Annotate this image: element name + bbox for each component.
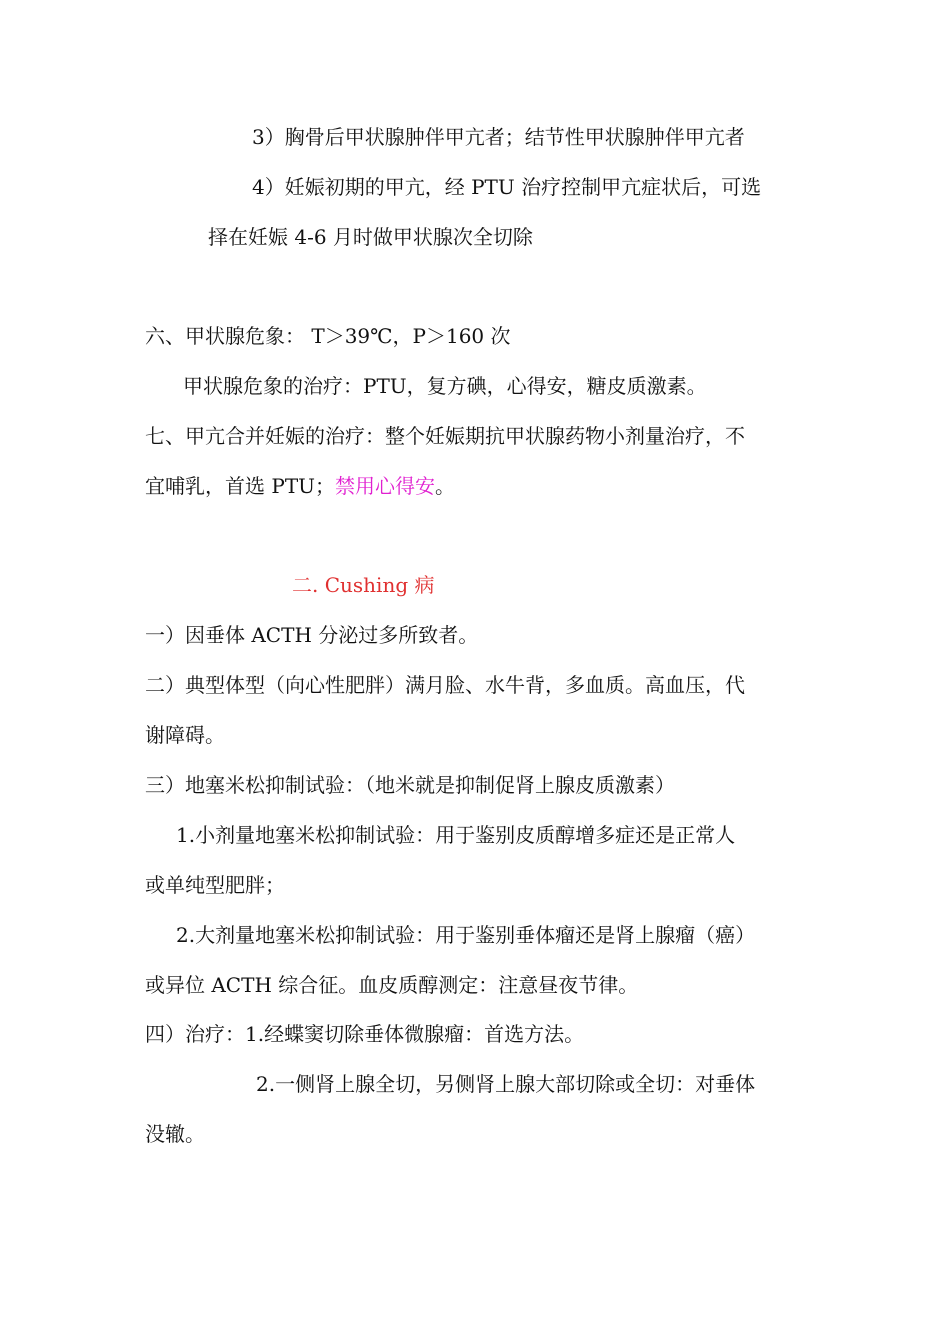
item-3: 三）地塞米松抑制试验：（地米就是抑制促肾上腺皮质激素）	[145, 773, 675, 797]
item-4: 四）治疗：1.经蝶窦切除垂体微腺瘤：首选方法。	[145, 1022, 585, 1046]
text-segment: 。	[435, 474, 456, 498]
list-item-4: 4）妊娠初期的甲亢，经 PTU 治疗控制甲亢症状后，可选	[252, 175, 762, 199]
item-3-sub-2: 2.大剂量地塞米松抑制试验：用于鉴别垂体瘤还是肾上腺瘤（癌）	[176, 923, 756, 947]
paragraph-crisis-treatment: 甲状腺危象的治疗：PTU，复方碘，心得安，糖皮质激素。	[183, 374, 707, 398]
item-3-sub-2-continued: 或异位 ACTH 综合征。血皮质醇测定：注意昼夜节律。	[145, 973, 639, 997]
item-3-sub-1: 1.小剂量地塞米松抑制试验：用于鉴别皮质醇增多症还是正常人	[176, 823, 736, 847]
chapter-heading: 二. Cushing 病	[292, 573, 435, 597]
section-heading-7: 七、甲亢合并妊娠的治疗：整个妊娠期抗甲状腺药物小剂量治疗，不	[145, 424, 745, 448]
highlighted-warning: 禁用心得安	[335, 474, 436, 498]
section-heading-6: 六、甲状腺危象： T＞39℃，P＞160 次	[145, 324, 511, 348]
item-3-sub-1-continued: 或单纯型肥胖；	[145, 873, 285, 897]
item-4-sub-2-continued: 没辙。	[145, 1122, 205, 1146]
item-2-continued: 谢障碍。	[145, 723, 225, 747]
item-2: 二）典型体型（向心性肥胖）满月脸、水牛背，多血质。高血压，代	[145, 673, 745, 697]
list-item-4-continued: 择在妊娠 4-6 月时做甲状腺次全切除	[208, 225, 533, 249]
list-item-3: 3）胸骨后甲状腺肿伴甲亢者；结节性甲状腺肿伴甲亢者	[252, 125, 745, 149]
text-segment: 宜哺乳，首选 PTU；	[145, 474, 336, 498]
section-7-continued	[145, 473, 455, 499]
item-1: 一）因垂体 ACTH 分泌过多所致者。	[145, 623, 479, 647]
item-4-sub-2: 2.一侧肾上腺全切，另侧肾上腺大部切除或全切：对垂体	[256, 1072, 756, 1096]
